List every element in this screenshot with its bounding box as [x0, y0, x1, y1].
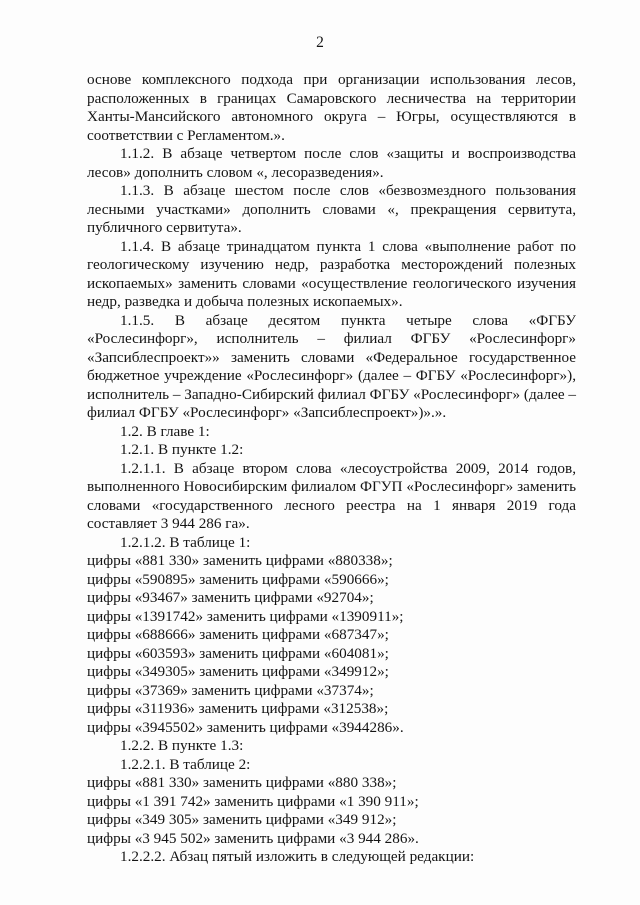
- text-line: словами «государственного лесного реестра на 1 января 2019 года: [87, 496, 576, 514]
- text-line: 1.2.2.2. Абзац пятый изложить в следующей редакции:: [120, 848, 475, 865]
- text-line: 1.1.3. В абзаце шестом после слов «безвозмездного пользования: [120, 182, 576, 199]
- text-line: лесов» дополнить словом «, лесоразведения».: [87, 163, 384, 181]
- text-line: расположенных в границах Самаровского лесничества на территории: [87, 89, 576, 107]
- text-line: цифры «37369» заменить цифрами «37374»;: [87, 681, 374, 699]
- text-line: 1.2.2.1. В таблице 2:: [120, 755, 251, 773]
- text-line: бюджетное учреждение «Рослесинфорг» (далее – ФГБУ «Рослесинфорг»),: [87, 367, 576, 384]
- text-line: цифры «3 945 502» заменить цифрами «3 944 286».: [87, 829, 419, 847]
- text-line: цифры «349305» заменить цифрами «349912»;: [87, 663, 389, 680]
- text-line: 1.1.2. В абзаце четвертом после слов «защиты и воспроизводства: [120, 145, 576, 162]
- text-line: 1.1.4. В абзаце тринадцатом пункта 1 слова «выполнение работ по: [120, 237, 576, 255]
- text-line: «Запсиблеспроект»» заменить словами «Федеральное государственное: [87, 348, 576, 366]
- text-line: публичного сервитута».: [87, 219, 242, 236]
- text-line: недр, разведка и добыча полезных ископаемых».: [87, 293, 403, 310]
- text-line: цифры «688666» заменить цифрами «687347»;: [87, 626, 389, 643]
- text-line: выполненного Новосибирским филиалом ФГУП «Рослесинфорг» заменить: [87, 478, 576, 495]
- document-body: [87, 71, 576, 867]
- text-line: основе комплексного подхода при организации использования лесов,: [87, 71, 576, 88]
- text-line: лесными участками» дополнить словами «, прекращения сервитута,: [87, 200, 576, 218]
- text-line: 1.1.5. В абзаце десятом пункта четыре слова «ФГБУ: [120, 311, 576, 329]
- text-line: исполнитель – Западно-Сибирский филиал ФГБУ «Рослесинфорг» (далее –: [87, 385, 576, 403]
- text-line: цифры «311936» заменить цифрами «312538»;: [87, 700, 389, 717]
- text-line: цифры «590895» заменить цифрами «590666»;: [87, 570, 389, 588]
- text-line: цифры «603593» заменить цифрами «604081»;: [87, 644, 389, 662]
- text-line: Ханты-Мансийского автономного округа – Югры, осуществляются в: [87, 108, 576, 125]
- text-line: цифры «349 305» заменить цифрами «349 912»;: [87, 811, 397, 828]
- text-line: цифры «93467» заменить цифрами «92704»;: [87, 589, 374, 606]
- text-line: цифры «1391742» заменить цифрами «1390911»;: [87, 607, 404, 625]
- text-line: геологическому изучению недр, разработка месторождений полезных: [87, 256, 576, 273]
- text-line: 1.2.1. В пункте 1.2:: [120, 441, 244, 458]
- text-line: соответствии с Регламентом.».: [87, 126, 285, 144]
- text-line: 1.2.2. В пункте 1.3:: [120, 737, 244, 754]
- text-line: 1.2.1.2. В таблице 1:: [120, 533, 251, 551]
- text-line: цифры «881 330» заменить цифрами «880338»;: [87, 552, 393, 569]
- page-number: 2: [316, 34, 324, 51]
- text-line: «Рослесинфорг», исполнитель – филиал ФГБУ «Рослесинфорг»: [87, 330, 576, 347]
- text-line: филиал ФГБУ «Рослесинфорг» «Запсиблеспроект»)».».: [87, 404, 447, 421]
- text-line: 1.2. В главе 1:: [120, 422, 210, 440]
- text-line: цифры «1 391 742» заменить цифрами «1 390 911»;: [87, 792, 419, 810]
- text-line: цифры «3945502» заменить цифрами «3944286».: [87, 718, 404, 736]
- text-line: цифры «881 330» заменить цифрами «880 338»;: [87, 774, 397, 791]
- text-line: ископаемых» заменить словами «осуществление геологического изучения: [87, 274, 576, 292]
- text-line: 1.2.1.1. В абзаце втором слова «лесоустройства 2009, 2014 годов,: [120, 459, 576, 477]
- text-line: составляет 3 944 286 га».: [87, 515, 250, 532]
